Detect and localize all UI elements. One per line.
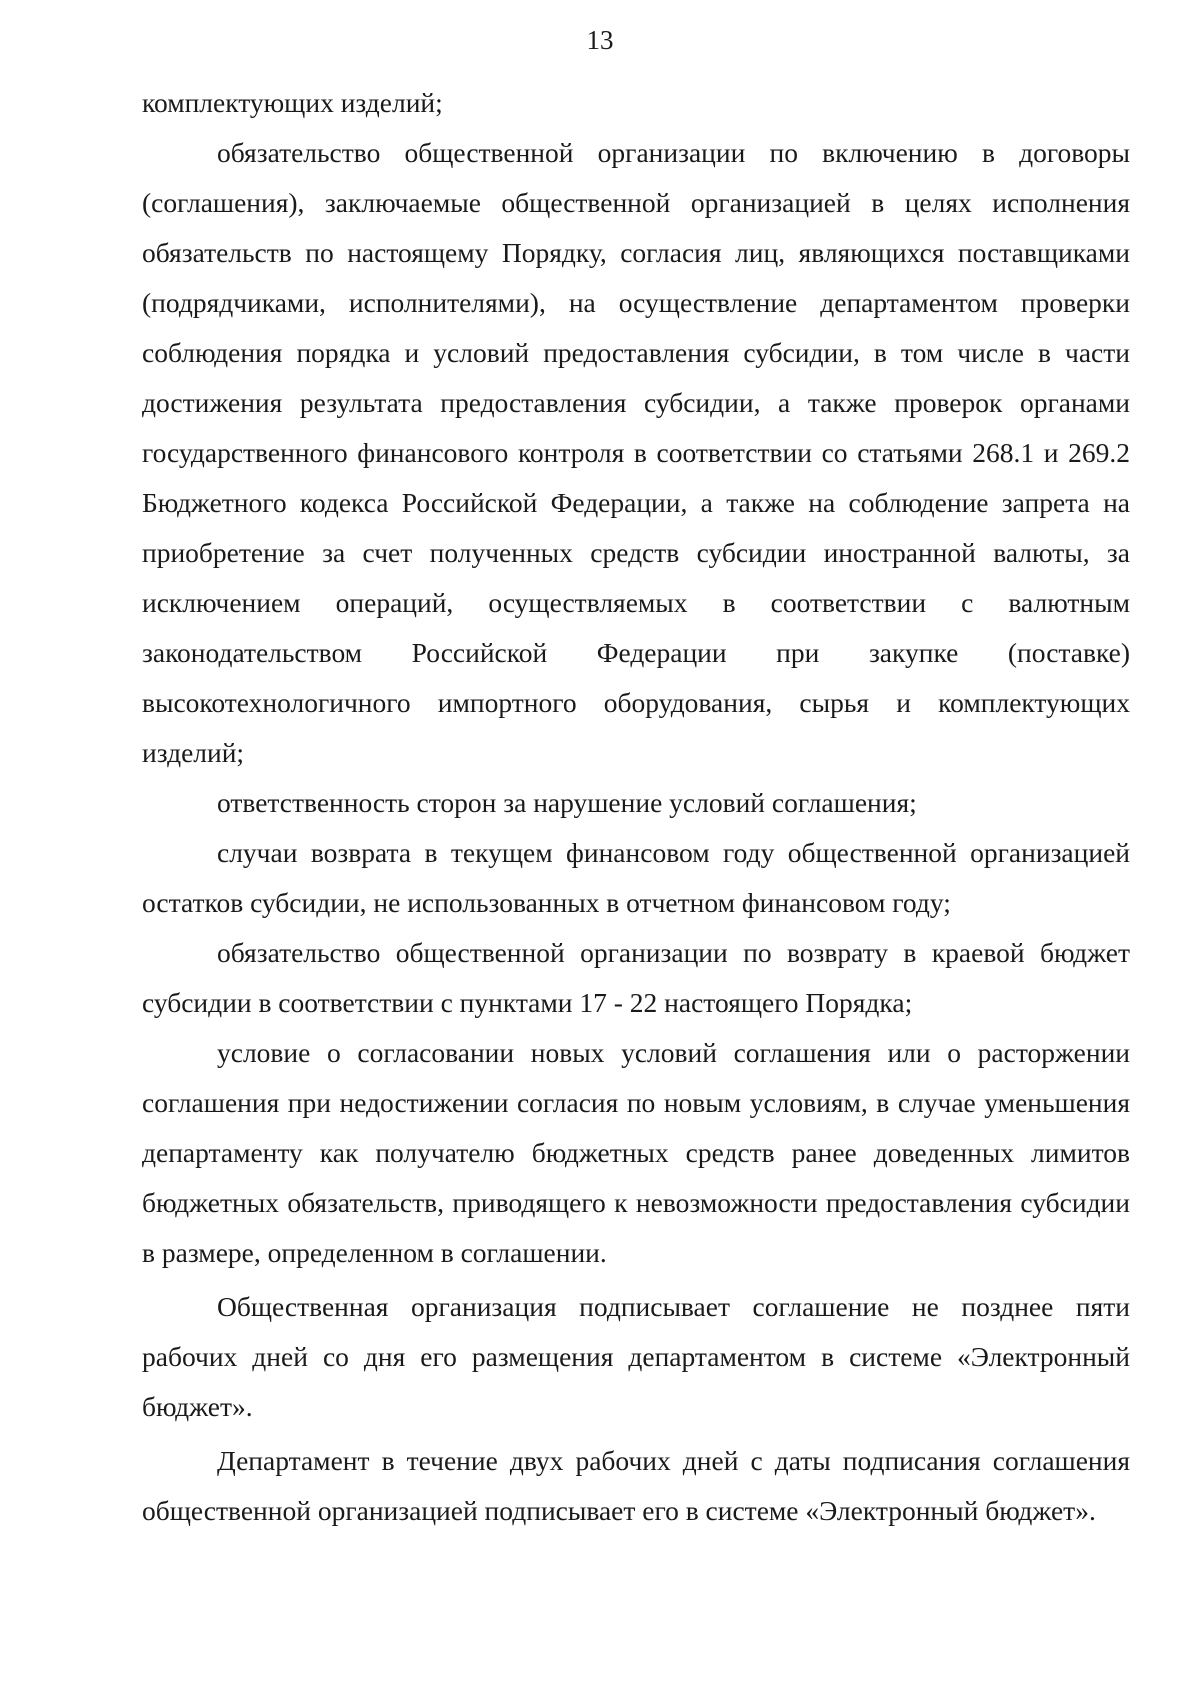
paragraph-continuation: комплектующих изделий; xyxy=(142,87,443,118)
paragraph-new-conditions: условие о согласовании новых условий соглашения или о расторжении соглашения при недостижении согласия по новым условиям, в случае уменьшения департаменту как получателю бюджетных средств ранее доведенных лимитов бюджетных обязательств, приводящего к невозможности предоставления субсидии в размере, определенном в соглашении. xyxy=(142,1037,1130,1268)
document-body xyxy=(142,78,1130,1536)
paragraph-department-signs: Департамент в течение двух рабочих дней с даты подписания соглашения общественной организацией подписывает его в системе «Электронный бюджет». xyxy=(142,1445,1130,1526)
paragraph-return-cases: случаи возврата в текущем финансовом году общественной организацией остатков субсидии, не использованных в отчетном финансовом году; xyxy=(142,837,1130,918)
page-number: 13 xyxy=(586,25,614,55)
paragraph-obligation-contracts: обязательство общественной организации по включению в договоры (соглашения), заключаемые общественной организацией в целях исполнения обязательств по настоящему Порядку, согласия лиц, являющихся поставщиками (подрядчиками, исполнителями), на осуществление департаментом проверки соблюдения порядка и условий предоставления субсидии, в том числе в части достижения результата предоставления субсидии, а также проверок органами государственного финансового контроля в соответствии со статьями 268.1 и 269.2 Бюджетного кодекса Российской Федерации, а также на соблюдение запрета на приобретение за счет полученных средств субсидии иностранной валюты, за исключением операций, осуществляемых в соответствии с валютным законодательством Российской Федерации при закупке (поставке) высокотехнологичного импортного оборудования, сырья и комплектующих изделий; xyxy=(142,137,1130,768)
paragraph-organization-signs: Общественная организация подписывает соглашение не позднее пяти рабочих дней со дня его размещения департаментом в системе «Электронный бюджет». xyxy=(142,1291,1130,1422)
paragraph-responsibility: ответственность сторон за нарушение условий соглашения; xyxy=(217,787,917,818)
paragraph-return-obligation: обязательство общественной организации по возврату в краевой бюджет субсидии в соответствии с пунктами 17 - 22 настоящего Порядка; xyxy=(142,937,1130,1018)
